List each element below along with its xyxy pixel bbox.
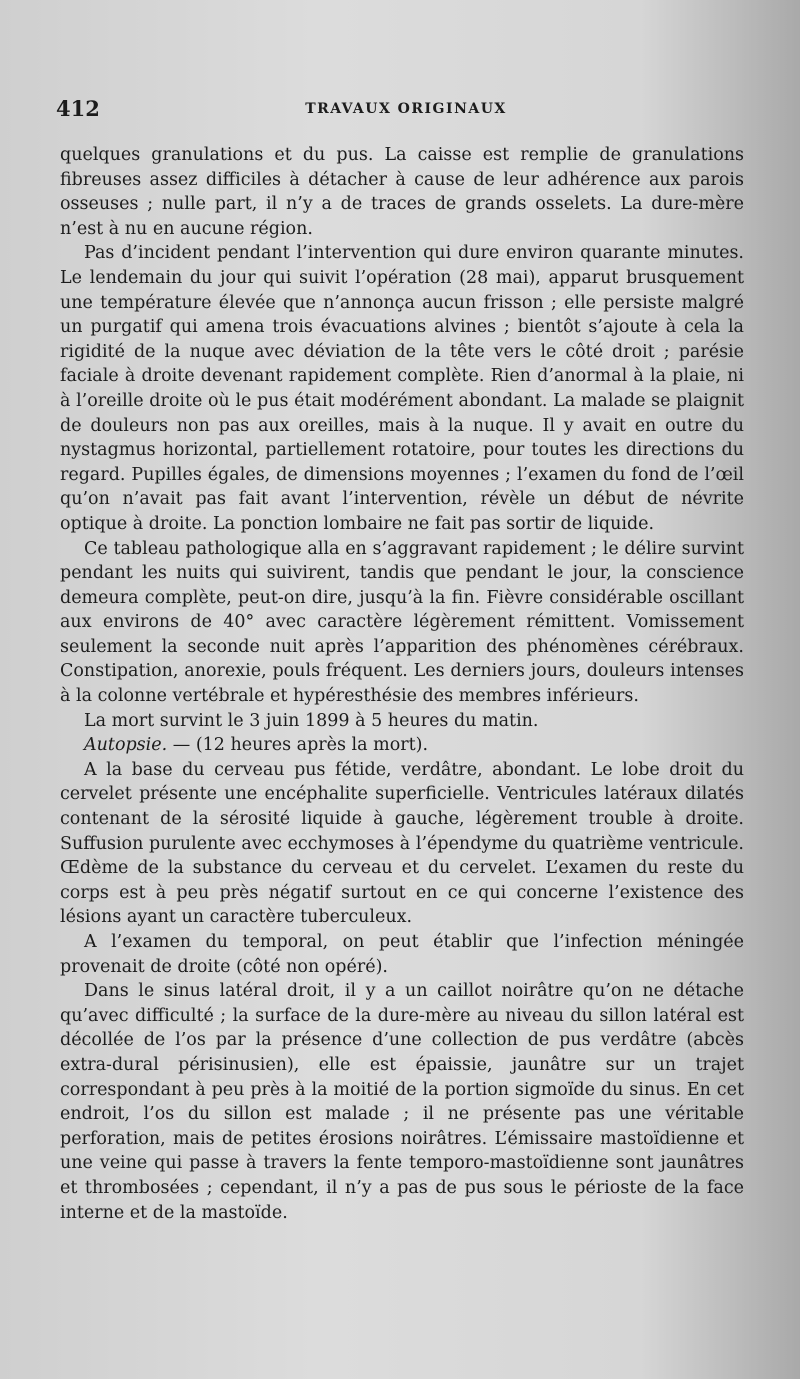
running-head: TRAVAUX ORIGINAUX	[305, 101, 507, 117]
page-number: 412	[56, 96, 100, 121]
paragraph: quelques granulations et du pus. La caisse est remplie de granulations fibreuses assez difficiles à détacher à cause de leur adhérence aux parois osseuses ; nulle part, il n’y a de traces de grands osselets. La dure-mère n’est à nu en aucune région.	[60, 145, 744, 239]
autopsie-heading	[60, 733, 744, 758]
autopsie-label: Autopsie.	[84, 735, 168, 756]
paragraph: Pas d’incident pendant l’intervention qui dure environ quarante minutes. Le lendemain du jour qui suivit l’opération (28 mai), apparut brusquement une température élevée que n’annonça aucun frisson ; elle persiste malgré un purgatif qui amena trois évacuations alvines ; bientôt s’ajoute à cela la rigidité de la nuque avec déviation de la tête vers le côté droit ; parésie faciale à droite devenant rapidement complète. Rien d’anormal à la plaie, ni à l’oreille droite où le pus était modérément abondant. La malade se plaignit de douleurs non pas aux oreilles, mais à la nuque. Il y avait en outre du nystagmus horizontal, partiellement rotatoire, pour toutes les directions du regard. Pupilles égales, de dimensions moyennes ; l’examen du fond de l’œil qu’on n’avait pas fait avant l’intervention, révèle un début de névrite optique à droite. La ponction lombaire ne fait pas sortir de liquide.	[60, 243, 744, 534]
paragraph: Dans le sinus latéral droit, il y a un caillot noirâtre qu’on ne détache qu’avec difficulté ; la surface de la dure-mère au niveau du sillon latéral est décollée de l’os par la présence d’une collection de pus verdâtre (abcès extra-dural périsinusien), elle est épaissie, jaunâtre sur un trajet correspondant à peu près à la moitié de la portion sigmoïde du sinus. En cet endroit, l’os du sillon est malade ; il ne présente pas une véritable perforation, mais de petites érosions noirâtres. L’émissaire mastoïdienne et une veine qui passe à travers la fente temporo-mastoïdienne sont jaunâtres et thrombosées ; cependant, il n’y a pas de pus sous le périoste de la face interne et de la mastoïde.	[60, 981, 744, 1223]
autopsie-note: — (12 heures après la mort).	[167, 735, 429, 756]
paragraph: A la base du cerveau pus fétide, verdâtre, abondant. Le lobe droit du cervelet présente une encéphalite superficielle. Ventricules latéraux dilatés contenant de la sérosité liquide à gauche, légèrement trouble à droite. Suffusion purulente avec ecchymoses à l’épendyme du quatrième ventricule. Œdème de la substance du cerveau et du cervelet. L’examen du reste du corps est à peu près négatif surtout en ce qui concerne l’existence des lésions ayant un caractère tuberculeux.	[60, 759, 744, 928]
page-header	[56, 96, 756, 126]
paragraph: Ce tableau pathologique alla en s’aggravant rapidement ; le délire survint pendant les nuits qui suivirent, tandis que pendant le jour, la conscience demeura complète, peut-on dire, jusqu’à la fin. Fièvre considérable oscillant aux environs de 40° avec caractère légèrement rémittent. Vomissement seulement la seconde nuit après l’apparition des phénomènes cérébraux. Constipation, anorexie, pouls fréquent. Les derniers jours, douleurs intenses à la colonne vertébrale et hypéresthésie des membres inférieurs.	[60, 538, 744, 707]
body-text	[60, 143, 744, 1225]
paragraph: A l’examen du temporal, on peut établir que l’infection méningée provenait de droite (côté non opéré).	[60, 932, 744, 977]
paragraph: La mort survint le 3 juin 1899 à 5 heures du matin.	[84, 710, 539, 731]
